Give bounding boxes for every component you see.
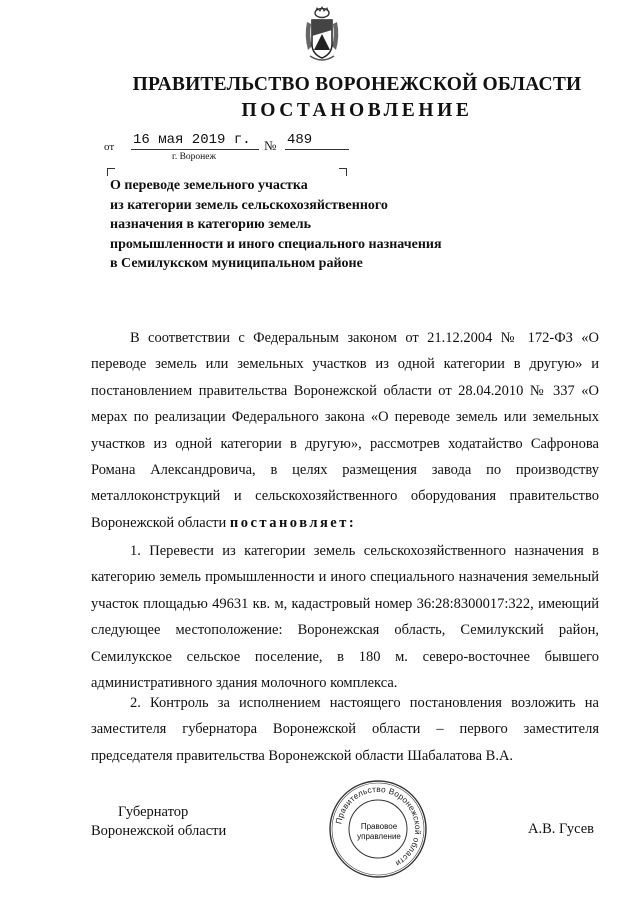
city-label: г. Воронеж: [172, 152, 217, 162]
government-title: ПРАВИТЕЛЬСТВО ВОРОНЕЖСКОЙ ОБЛАСТИ: [132, 74, 582, 95]
document-subject: [110, 176, 442, 274]
subject-line: О переводе земельного участка: [110, 178, 308, 193]
decree-word: постановляет:: [229, 514, 357, 531]
document-date: 16 мая 2019 г.: [131, 132, 259, 150]
document-number: 489: [285, 132, 349, 150]
svg-text:Правительство Воронежской обла: Правительство Воронежской области: [333, 783, 424, 869]
stamp-inner-line-1: Правовое: [360, 822, 398, 831]
stamp-inner-text: [356, 822, 402, 842]
coat-of-arms-icon: [302, 6, 342, 66]
signer-title-line-2: Воронежской области: [91, 823, 227, 839]
preamble-text: В соответствии с Федеральным законом от 21.12.2004 № 172-ФЗ «О переводе земель или земельных участков из одной категории в другую» и постановлением правительства Воронежской области от 28.04.2010 № 337 «О мерах по реализации Федерального закона «О переводе земель или земельных участков из одной категории в другую», рассмотрев ходатайство Сафронова Романа Александровича, в целях размещения завода по производству металлоконструкций и сельскохозяйственного оборудования правительство Воронежской области: [91, 330, 599, 531]
clause-2-paragraph: 2. Контроль за исполнением настоящего постановления возложить на заместителя губернатора Воронежской области – первого заместителя председателя правительства Воронежской области Шабалатова В.А.: [91, 695, 599, 764]
corner-bracket-right: [339, 168, 347, 176]
subject-line: назначения в категорию земель: [110, 217, 312, 232]
clause-1-paragraph: 1. Перевести из категории земель сельскохозяйственного назначения в категорию земель промышленности и иного специального назначения земельный участок площадью 49631 кв. м, кадастровый номер 36:28:8300017:322, имеющий следующее местоположение: Воронежская область, Семилукский район, Семилукское сельское поселение, в 180 м. северо-восточнее бывшего административного здания молочного комплекса.: [91, 543, 599, 692]
corner-bracket-left: [107, 168, 115, 176]
date-prefix: от: [104, 141, 115, 153]
signer-title: [91, 803, 226, 841]
subject-line: промышленности и иного специального назначения: [110, 236, 442, 252]
preamble-paragraph: [91, 325, 599, 536]
number-prefix: №: [264, 138, 277, 153]
subject-line: из категории земель сельскохозяйственного: [110, 197, 388, 213]
subject-line: в Семилукском муниципальном районе: [110, 256, 363, 271]
document-type: ПОСТАНОВЛЕНИЕ: [241, 100, 473, 121]
stamp-inner-line-2: управление: [357, 832, 401, 841]
signer-title-line-1: Губернатор: [118, 804, 189, 820]
signer-name: А.В. Гусев: [528, 821, 594, 837]
